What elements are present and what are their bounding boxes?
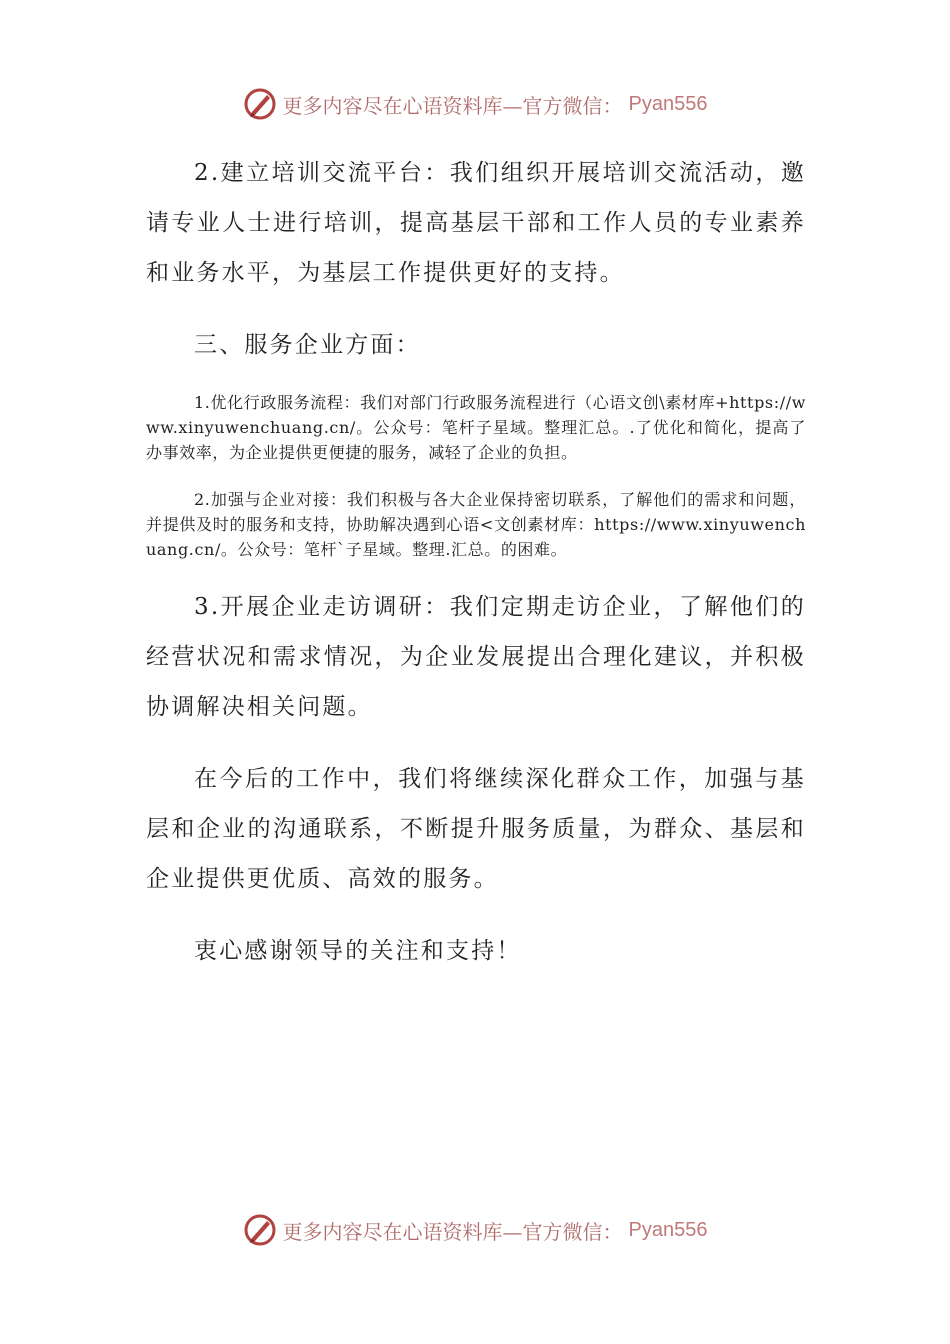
paragraph-training-platform: 2.建立培训交流平台：我们组织开展培训交流活动，邀请专业人士进行培训，提高基层干部和工作人员的专业素养和业务水平，为基层工作提供更好的支持。: [146, 160, 806, 286]
banner-wechat-id: Pyan556: [628, 1218, 708, 1241]
section-heading-enterprise: 三、服务企业方面：: [194, 332, 421, 358]
footer-banner: [0, 1210, 950, 1250]
paragraph-future-work: 在今后的工作中，我们将继续深化群众工作，加强与基层和企业的沟通联系，不断提升服务质量，为群众、基层和企业提供更优质、高效的服务。: [146, 766, 806, 892]
document-body: [146, 148, 806, 976]
pen-logo-icon: [243, 1213, 277, 1247]
paragraph-enterprise-docking: 2.加强与企业对接：我们积极与各大企业保持密切联系，了解他们的需求和问题，并提供及时的服务和支持，协助解决遇到心语<文创素材库：https://www.xinyuwenchuang.cn/。公众号：笔杆`子星域。整理.汇总。的困难。: [146, 490, 806, 559]
header-banner: [0, 84, 950, 124]
paragraph-optimize-service: 1.优化行政服务流程：我们对部门行政服务流程进行（心语文创\素材库+https://www.xinyuwenchuang.cn/。公众号：笔杆子星域。整理汇总。.了优化和简化，提高了办事效率，为企业提供更便捷的服务，减轻了企业的负担。: [146, 393, 806, 462]
paragraph-enterprise-visits: 3.开展企业走访调研：我们定期走访企业，了解他们的经营状况和需求情况，为企业发展提出合理化建议，并积极协调解决相关问题。: [146, 594, 806, 720]
banner-wechat-id: Pyan556: [628, 92, 708, 115]
pen-logo-icon: [243, 87, 277, 121]
banner-text: 更多内容尽在心语资料库—官方微信：: [282, 1219, 623, 1244]
paragraph-thanks: 衷心感谢领导的关注和支持！: [194, 938, 522, 964]
banner-text: 更多内容尽在心语资料库—官方微信：: [282, 93, 623, 118]
